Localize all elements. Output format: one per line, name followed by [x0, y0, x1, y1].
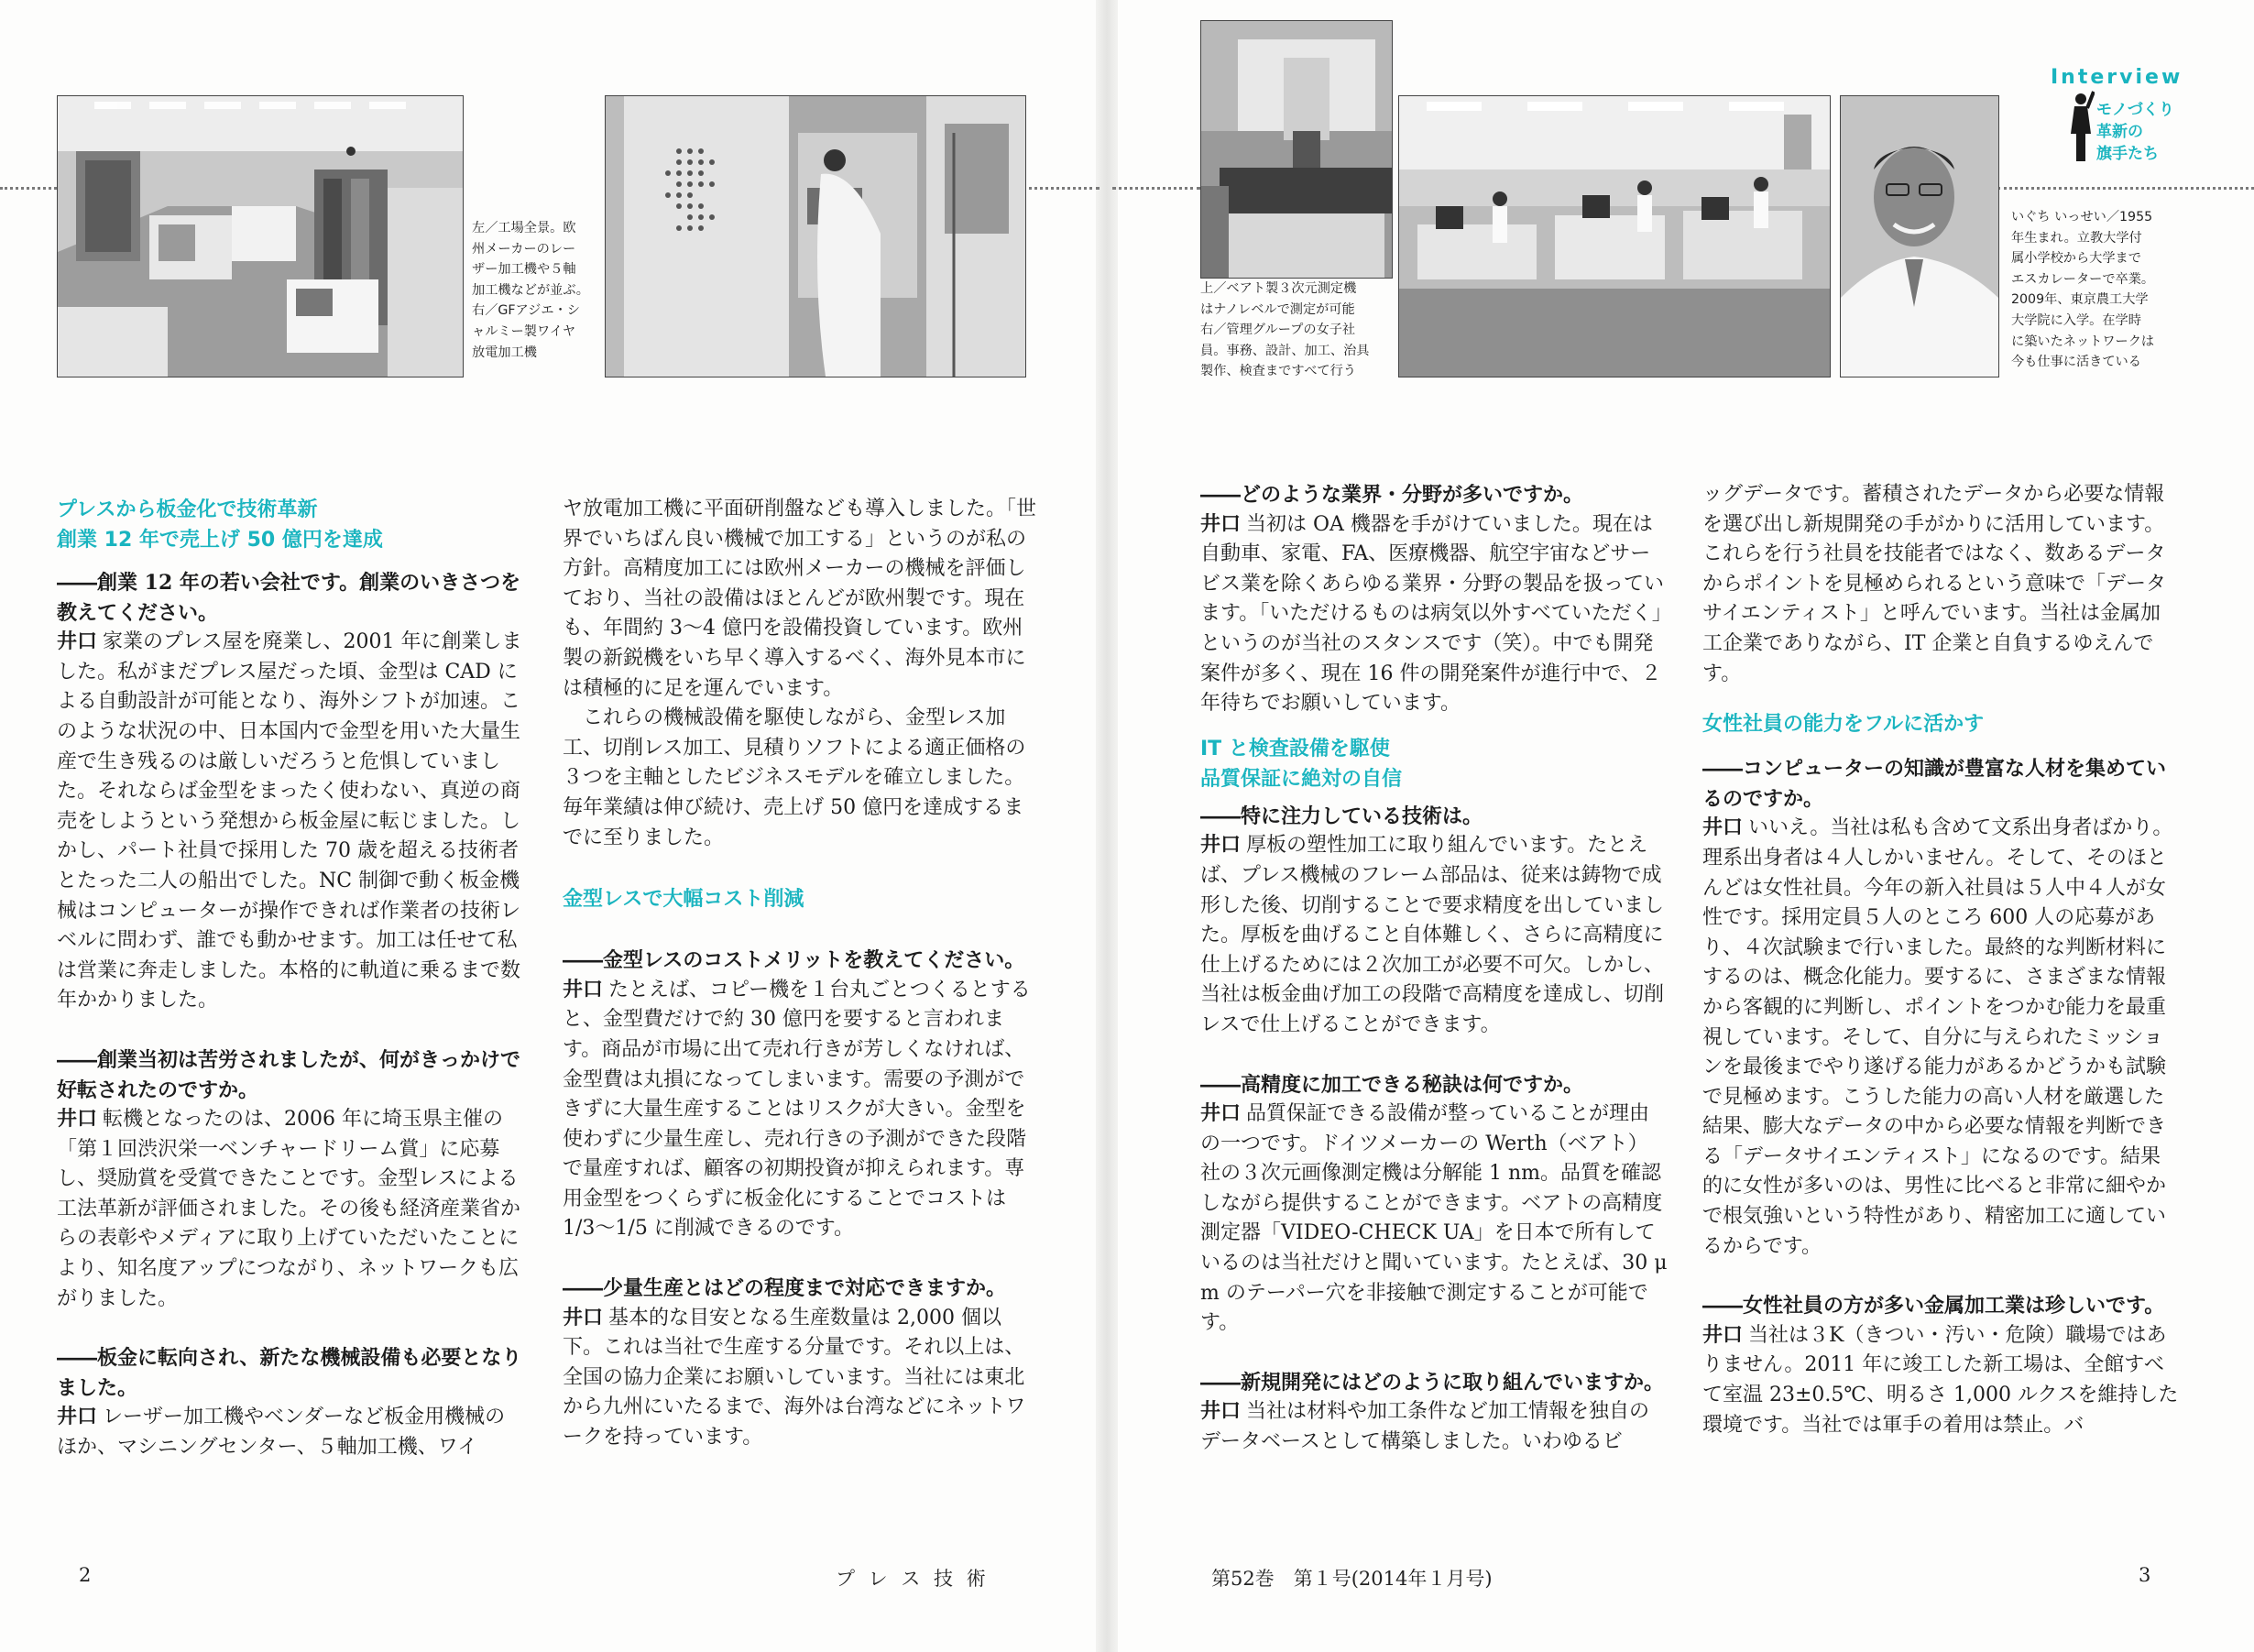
interview-question: ――高精度に加工できる秘訣は何ですか。: [1200, 1072, 1584, 1097]
speaker-name: 井口: [1200, 834, 1242, 858]
dotted-rule-right: [1997, 187, 2254, 190]
dotted-rule-left-end: [1017, 187, 1100, 190]
speaker-name: 井口: [57, 1108, 98, 1132]
speaker-name: 井口: [1702, 816, 1744, 840]
interview-answer: 井口 レーザー加工機やベンダーなど板金用機械のほか、マシニングセンター、５軸加工機、ワイ: [57, 1406, 506, 1460]
interview-answer: 井口 当社は３K（きつい・汚い・危険）職場ではありません。2011 年に竣工した新工場は、全館すべて室温 23±0.5℃、明るさ 1,000 ルクスを維持した環境です。当社では軍手の着用は禁止。バ: [1702, 1323, 2179, 1437]
body-paragraph: これらの機械設備を駆使しながら、金型レス加工、切削レス加工、見積りソフトによる適正価格の３つを主軸としたビジネスモデルを確立しました。毎年業績は伸び続け、売上げ 50 億円を達成するまでに至りました。: [563, 706, 1026, 849]
speaker-name: 井口: [57, 1406, 98, 1429]
section-heading: 金型レスで大幅コスト削減: [563, 888, 804, 912]
dotted-rule-right-start: [1112, 187, 1200, 190]
office-caption: 上／ベアト製３次元測定機 はナノレベルで測定が可能 右／管理グループの女子社 員。事務、設計、加工、治具 製作、検査まですべて行う: [1200, 281, 1370, 379]
interview-question: ――女性社員の方が多い金属加工業は珍しいです。: [1702, 1294, 2165, 1318]
factory-caption: 左／工場全景。欧 州メーカーのレー ザー加工機や５軸 加工機などが並ぶ。 右／GFアジエ・シ ャルミー製ワイヤ 放電加工機: [472, 221, 589, 360]
article-column-3: [1200, 480, 1668, 1458]
page-gutter: [1096, 0, 1118, 1652]
interview-logo: [2051, 66, 2216, 167]
dotted-rule-left: [0, 187, 57, 190]
interview-question: ――新規開発にはどのように取り組んでいますか。: [1200, 1370, 1665, 1395]
speaker-name: 井口: [563, 978, 604, 1001]
section-heading: 女性社員の能力をフルに活かす: [1702, 713, 1985, 737]
section-heading: 創業 12 年で売上げ 50 億円を達成: [57, 529, 383, 552]
speaker-name: 井口: [1200, 1400, 1242, 1424]
speaker-name: 井口: [563, 1306, 604, 1329]
body-paragraph: ッグデータです。蓄積されたデータから必要な情報を選び出し新規開発の手がかりに活用しています。これらを行う社員を技能者ではなく、数あるデータからポイントを見極められるという意味で「データサイエンティスト」と呼んでいます。当社は金属加工企業でありながら、IT 企業と自負するゆえんです。: [1702, 483, 2167, 685]
wire-edm-photo: [605, 95, 1026, 377]
section-heading: 品質保証に絶対の自信: [1200, 767, 1403, 791]
interview-question: ――どのような業界・分野が多いですか。: [1200, 483, 1584, 507]
interview-answer: 井口 当初は OA 機器を手がけていました。現在は自動車、家電、FA、医療機器、航空宇宙などサービス業を除くあらゆる業界・分野の製品を扱っています。「いただけるものは病気以外すべていただく」というのが当社のスタンスです（笑）。中でも開発案件が多く、現在 16 件の開発案件が進行中で、２年待ちでお願いしています。: [1200, 512, 1665, 716]
profile-caption: いぐち いっせい／1955 年生まれ。立教大学付 属小学校から大学まで エスカレーターで卒業。 2009年、東京農工大学 大学院に入学。在学時 に築いたネットワークは 今も仕事に活きている: [2011, 210, 2155, 370]
interview-answer: 井口 たとえば、コピー機を１台丸ごとつくるとすると、金型費だけで約 30 億円を要すると言われます。商品が市場に出て売れ行きが芳しくなければ、金型費は丸損になってしまいます。需要の予測ができずに大量生産することはリスクが大きい。金型を使わずに少量生産し、売れ行きの予測ができた段階で量産すれば、顧客の初期投資が抑えられます。専用金型をつくらずに板金化にすることでコストは 1/3～1/5 に削減できるのです。: [563, 978, 1031, 1241]
interview-answer: 井口 転機となったのは、2006 年に埼玉県主催の「第１回渋沢栄一ベンチャードリーム賞」に応募し、奨励賞を受賞できたことです。金型レスによる工法革新が評価されました。その後も経済産業省からの表彰やメディアに取り上げていただいたことにより、知名度アップにつながり、ネットワークも広がりました。: [57, 1108, 521, 1310]
interview-answer: 井口 家業のプレス屋を廃業し、2001 年に創業しました。私がまだプレス屋だった頃、金型は CAD による自動設計が可能となり、海外シフトが加速。このような状況の中、日本国内で金型を用いた大量生産で生き残るのは厳しいだろうと危惧していました。それならば金型をまったく使わない、真逆の商売をしようという発想から板金屋に転じました。しかし、パート社員で採用した 70 歳を超える技術者とたった二人の船出でした。NC 制御で動く板金機械はコンピューターが操作できれば作業者の技術レベルに問わず、誰でも動かせます。加工は任せて私は営業に奔走しました。本格的に軌道に乗るまで数年かかりました。: [57, 630, 522, 1012]
factory-photo: [57, 95, 464, 377]
interview-question: ――少量生産とはどの程度まで対応できますか。: [563, 1276, 1007, 1301]
interview-answer: 井口 基本的な目安となる生産数量は 2,000 個以下。これは当社で生産する分量です。それ以上は、全国の協力企業にお願いしています。当社には東北から九州にいたるまで、海外は台湾などにネットワークを持っています。: [563, 1306, 1026, 1450]
speaker-name: 井口: [1200, 1102, 1242, 1126]
article-column-2: [563, 495, 1039, 1453]
interview-logo-subtitle: モノづくり 革新の 旗手たち: [2096, 101, 2174, 163]
figure-icon: [2067, 90, 2095, 163]
issue-info: 第52巻 第１号(2014年１月号): [1211, 1568, 1493, 1590]
interview-question: ――コンピューターの知識が豊富な人材を集めているのですか。: [1702, 757, 2167, 811]
speaker-name: 井口: [1702, 1323, 1744, 1347]
office-photo: [1398, 95, 1831, 377]
interview-question: ――金型レスのコストメリットを教えてください。: [563, 948, 1025, 973]
magazine-name: プ レ ス 技 術: [836, 1568, 990, 1590]
left-page-number: 2: [79, 1564, 92, 1586]
measuring-machine-photo: [1200, 20, 1393, 279]
interview-answer: 井口 いいえ。当社は私も含めて文系出身者ばかり。理系出身者は４人しかいません。そして、そのほとんどは女性社員。今年の新入社員は５人中４人が女性です。採用定員５人のところ 600 人の応募があり、４次試験まで行いました。最終的な判断材料にするのは、概念化能力。要するに、さまざまな情報から客観的に判断し、ポイントをつかむ能力を最重視しています。そして、自分に与えられたミッションを最後までやり遂げる能力があるかどうかも試験で見極めます。こうした能力の高い人材を厳選した結果、膨大なデータの中から必要な情報を判断できる「データサイエンティスト」になるのです。結果的に女性が多いのは、男性に比べると非常に細やかで根気強いという特性があり、精密加工に適しているからです。: [1702, 816, 2173, 1258]
interview-question: ――創業 12 年の若い会社です。創業のいきさつを教えてください。: [57, 571, 521, 625]
section-heading: IT と検査設備を駆使: [1200, 737, 1390, 760]
body-paragraph: ヤ放電加工機に平面研削盤なども導入しました。「世界でいちばん良い機械で加工する」というのが私の方針。高精度加工には欧州メーカーの機械を評価しており、当社の設備はほとんどが欧州製です。現在も、年間約 3～4 億円を設備投資しています。欧州製の新鋭機をいち早く導入するべく、海外見本市には積極的に足を運んでいます。: [563, 498, 1037, 700]
right-page-number: 3: [2139, 1564, 2151, 1586]
section-heading: プレスから板金化で技術革新: [57, 498, 318, 521]
interview-question: ――特に注力している技術は。: [1200, 804, 1483, 828]
interview-question: ――板金に転向され、新たな機械設備も必要となりました。: [57, 1346, 522, 1400]
speaker-name: 井口: [1200, 512, 1242, 536]
interview-answer: 井口 当社は材料や加工条件など加工情報を独自のデータベースとして構築しました。いわゆるビ: [1200, 1400, 1650, 1454]
speaker-name: 井口: [57, 630, 98, 654]
interview-answer: 井口 厚板の塑性加工に取り組んでいます。たとえば、プレス機械のフレーム部品は、従来は鋳物で成形した後、切削することで要求精度を出していました。厚板を曲げること自体難しく、さらに高精度に仕上げるためには２次加工が必要不可欠。しかし、当社は板金曲げ加工の段階で高精度を達成し、切削レスで仕上げることができます。: [1200, 834, 1665, 1036]
interview-logo-title: Interview: [2051, 66, 2183, 89]
article-column-4: [1702, 480, 2179, 1440]
interview-answer: 井口 品質保証できる設備が整っていることが理由の一つです。ドイツメーカーの Werth（ベアト）社の３次元画像測定機は分解能 1 nm。品質を確認しながら提供することができます。ベアトの高精度測定器「VIDEO-CHECK UA」を日本で所有しているのは当社だけと聞いています。たとえば、30 μ m のテーパー穴を非接触で測定することが可能です。: [1200, 1102, 1668, 1335]
interview-question: ――創業当初は苦労されましたが、何がきっかけで好転されたのですか。: [57, 1047, 521, 1102]
article-column-1: [57, 495, 524, 1463]
portrait-photo: [1840, 95, 1999, 377]
